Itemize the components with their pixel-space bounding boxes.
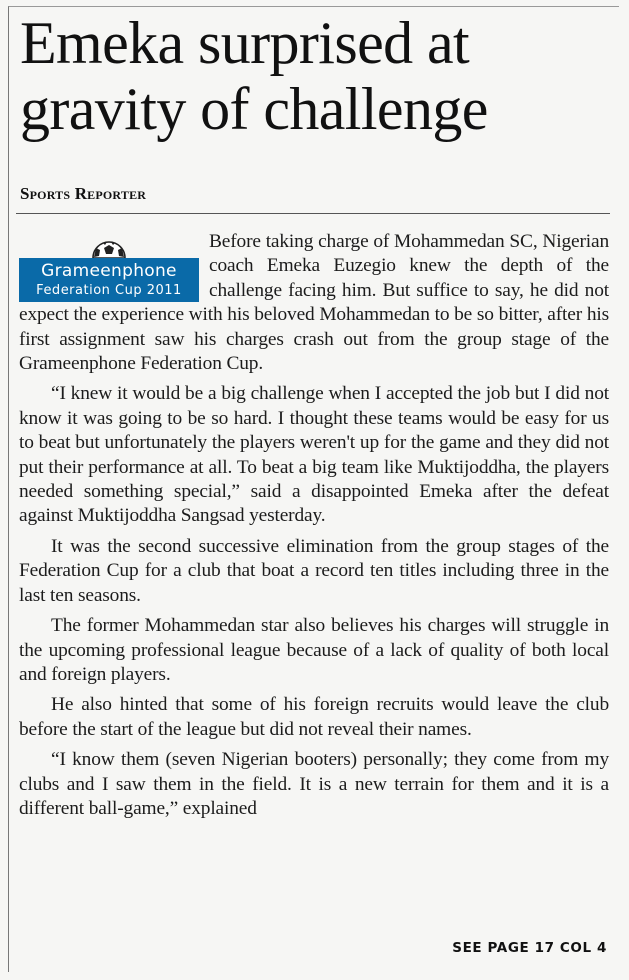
byline-divider	[16, 213, 610, 214]
headline: Emeka surprised at gravity of challenge	[20, 10, 488, 142]
paragraph: Before taking charge of Mohammedan SC, Nigerian coach Emeka Euzegio knew the depth of the challenge facing him. But suffice to say, he did not expect the experience with his beloved Mohammedan to be so bitter, after his first assignment saw his charges crash out from the group stage of the Grameenphone Federation Cup.	[19, 231, 609, 375]
paragraph: It was the second successive elimination from the group stages of the Federation Cup for a club that boat a record ten titles including three in the last ten seasons.	[19, 535, 609, 606]
paragraph: He also hinted that some of his foreign recruits would leave the club before the start of the league but did not reveal their names.	[19, 694, 609, 740]
paragraph: “I know them (seven Nigerian booters) personally; they come from my clubs and I saw them in the field. It is a new terrain for them and it is a different ball-game,” explained	[19, 749, 609, 819]
continued-jump-line[interactable]: SEE PAGE 17 COL 4	[452, 940, 607, 956]
logo-subtitle: Federation Cup 2011	[36, 283, 182, 298]
logo-title: Grameenphone	[41, 261, 177, 281]
byline: Sports Reporter	[20, 184, 147, 203]
paragraph: The former Mohammedan star also believes his charges will struggle in the upcoming professional league because of a lack of quality of both local and foreign players.	[19, 615, 609, 685]
logo-wrap-spacer	[19, 230, 209, 303]
paragraph: “I knew it would be a big challenge when I accepted the job but I did not know it was going to be so hard. I thought these teams would be easy for us to beat but unfortunately the players weren't up for the game and they did not put their performance at all. To beat a big team like Muktijoddha, the players needed something special,” said a disappointed Emeka after the defeat against Muktijoddha Sangsad yesterday.	[19, 383, 609, 527]
article-body	[19, 230, 609, 827]
